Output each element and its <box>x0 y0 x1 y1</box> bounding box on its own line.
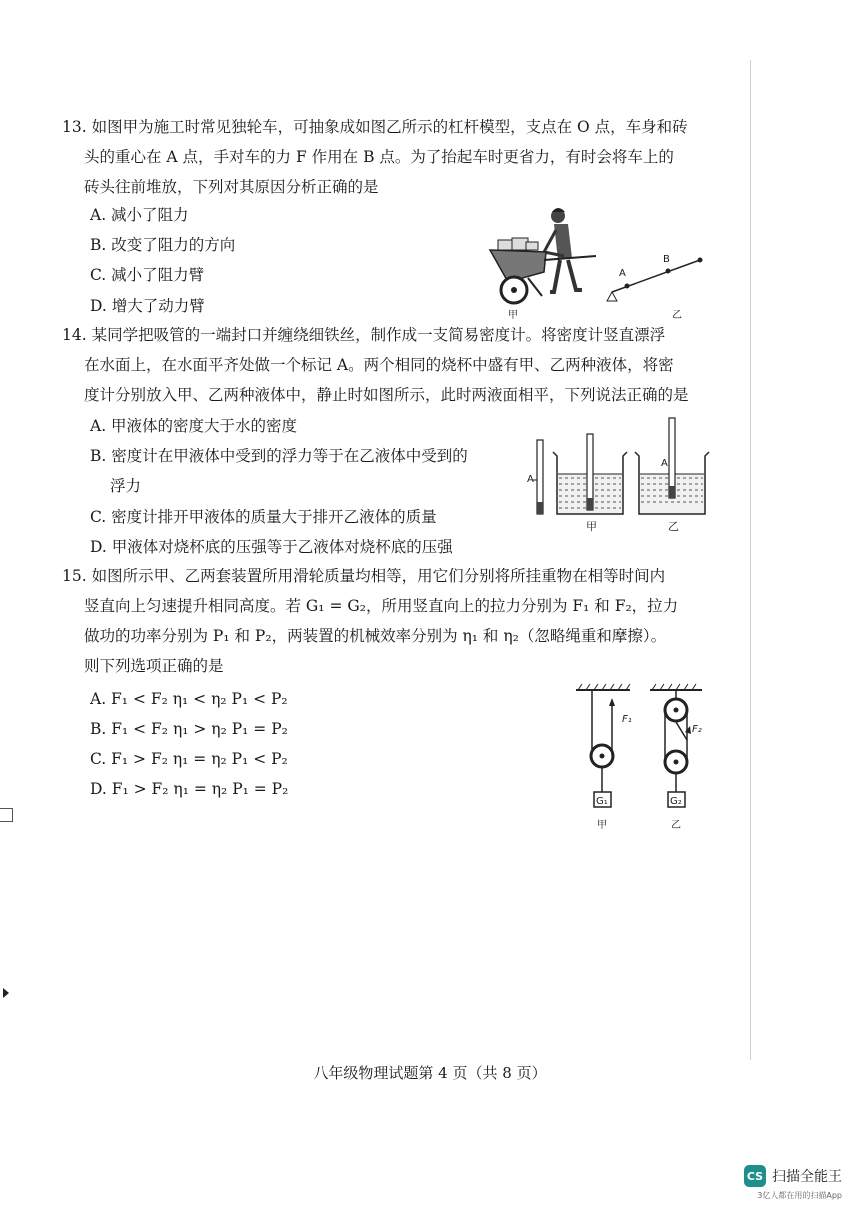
q15-option-b: B. F₁ < F₂ η₁ > η₂ P₁ = P₂ <box>90 720 288 738</box>
scanner-brand-name: 扫描全能王 <box>772 1169 842 1185</box>
pulley-jia-label: 甲 <box>597 820 607 831</box>
scanner-watermark <box>744 1165 842 1201</box>
question-13-line-3: 砖头往前堆放，下列对其原因分析正确的是 <box>84 178 379 196</box>
question-14-line-3: 度计分别放入甲、乙两种液体中，静止时如图所示，此时两液面相平，下列说法正确的是 <box>84 386 689 404</box>
camscanner-logo-icon: CS <box>744 1165 766 1187</box>
point-b-label: B <box>663 254 670 265</box>
pulley-yi-label: 乙 <box>671 820 681 831</box>
margin-line <box>750 60 751 1060</box>
question-14-line-1: 14. 某同学把吸管的一端封口并缠绕细铁丝，制作成一支简易密度计。将密度计竖直漂浮 <box>62 326 666 344</box>
q15-option-c: C. F₁ > F₂ η₁ = η₂ P₁ < P₂ <box>90 750 288 768</box>
densimeter-drawing <box>525 410 725 530</box>
pulley-figure <box>568 680 708 830</box>
beaker-yi-label: 乙 <box>668 520 679 533</box>
force-f1-label: F₁ <box>622 714 632 725</box>
question-15-line-2: 竖直向上匀速提升相同高度。若 G₁ = G₂，所用竖直向上的拉力分别为 F₁ 和 F₂，拉力 <box>84 597 679 615</box>
question-15 <box>62 561 722 681</box>
scanner-tagline: 3亿人都在用的扫描App <box>757 1191 842 1200</box>
question-15-line-1: 15. 如图所示甲、乙两套装置所用滑轮质量均相等，用它们分别将所挂重物在相等时间内 <box>62 567 666 585</box>
q14-option-b-wrap: 浮力 <box>110 477 142 495</box>
force-f2-label: F₂ <box>692 724 702 735</box>
question-14 <box>62 320 722 410</box>
q15-option-d: D. F₁ > F₂ η₁ = η₂ P₁ = P₂ <box>90 780 289 798</box>
densimeter-mark-a: A <box>527 474 534 485</box>
wheelbarrow-figure <box>488 200 713 320</box>
beaker-yi-mark-a: A <box>661 458 668 469</box>
question-14-line-2: 在水面上，在水面平齐处做一个标记 A。两个相同的烧杯中盛有甲、乙两种液体，将密 <box>84 356 674 374</box>
binding-triangle-mark <box>3 988 9 998</box>
question-13 <box>62 112 722 202</box>
q14-option-d: D. 甲液体对烧杯底的压强等于乙液体对烧杯底的压强 <box>90 538 453 556</box>
q13-option-d: D. 增大了动力臂 <box>90 297 205 315</box>
densimeter-figure <box>525 410 725 533</box>
wheelbarrow-drawing <box>488 200 713 320</box>
q14-option-b <box>90 441 468 501</box>
point-a-label: A <box>619 268 626 279</box>
q13-option-b: B. 改变了阻力的方向 <box>90 236 236 254</box>
question-13-line-1: 13. 如图甲为施工时常见独轮车，可抽象成如图乙所示的杠杆模型，支点在 O 点，车身和砖 <box>62 118 688 136</box>
q14-option-c: C. 密度计排开甲液体的质量大于排开乙液体的质量 <box>90 508 437 526</box>
q13-option-c: C. 减小了阻力臂 <box>90 266 205 284</box>
pulley-drawing <box>568 680 708 830</box>
weight-g1-label: G₁ <box>596 796 608 807</box>
binding-mark <box>0 808 13 822</box>
weight-g2-label: G₂ <box>670 796 682 807</box>
figure-jia-label: 甲 <box>508 310 518 321</box>
question-15-line-4: 则下列选项正确的是 <box>84 657 224 675</box>
q14-option-b-text: B. 密度计在甲液体中受到的浮力等于在乙液体中受到的 <box>90 447 468 465</box>
q15-option-a: A. F₁ < F₂ η₁ < η₂ P₁ < P₂ <box>90 690 288 708</box>
scanner-brand-row <box>744 1165 842 1187</box>
q14-option-a: A. 甲液体的密度大于水的密度 <box>90 417 298 435</box>
figure-yi-label: 乙 <box>672 310 682 321</box>
page-footer: 八年级物理试题第 4 页（共 8 页） <box>313 1064 547 1082</box>
beaker-jia-label: 甲 <box>586 520 597 533</box>
question-13-line-2: 头的重心在 A 点，手对车的力 F 作用在 B 点。为了抬起车时更省力，有时会将车上的 <box>84 148 674 166</box>
q13-option-a: A. 减小了阻力 <box>90 206 189 224</box>
question-15-line-3: 做功的功率分别为 P₁ 和 P₂，两装置的机械效率分别为 η₁ 和 η₂（忽略绳重和摩擦）。 <box>84 627 667 645</box>
